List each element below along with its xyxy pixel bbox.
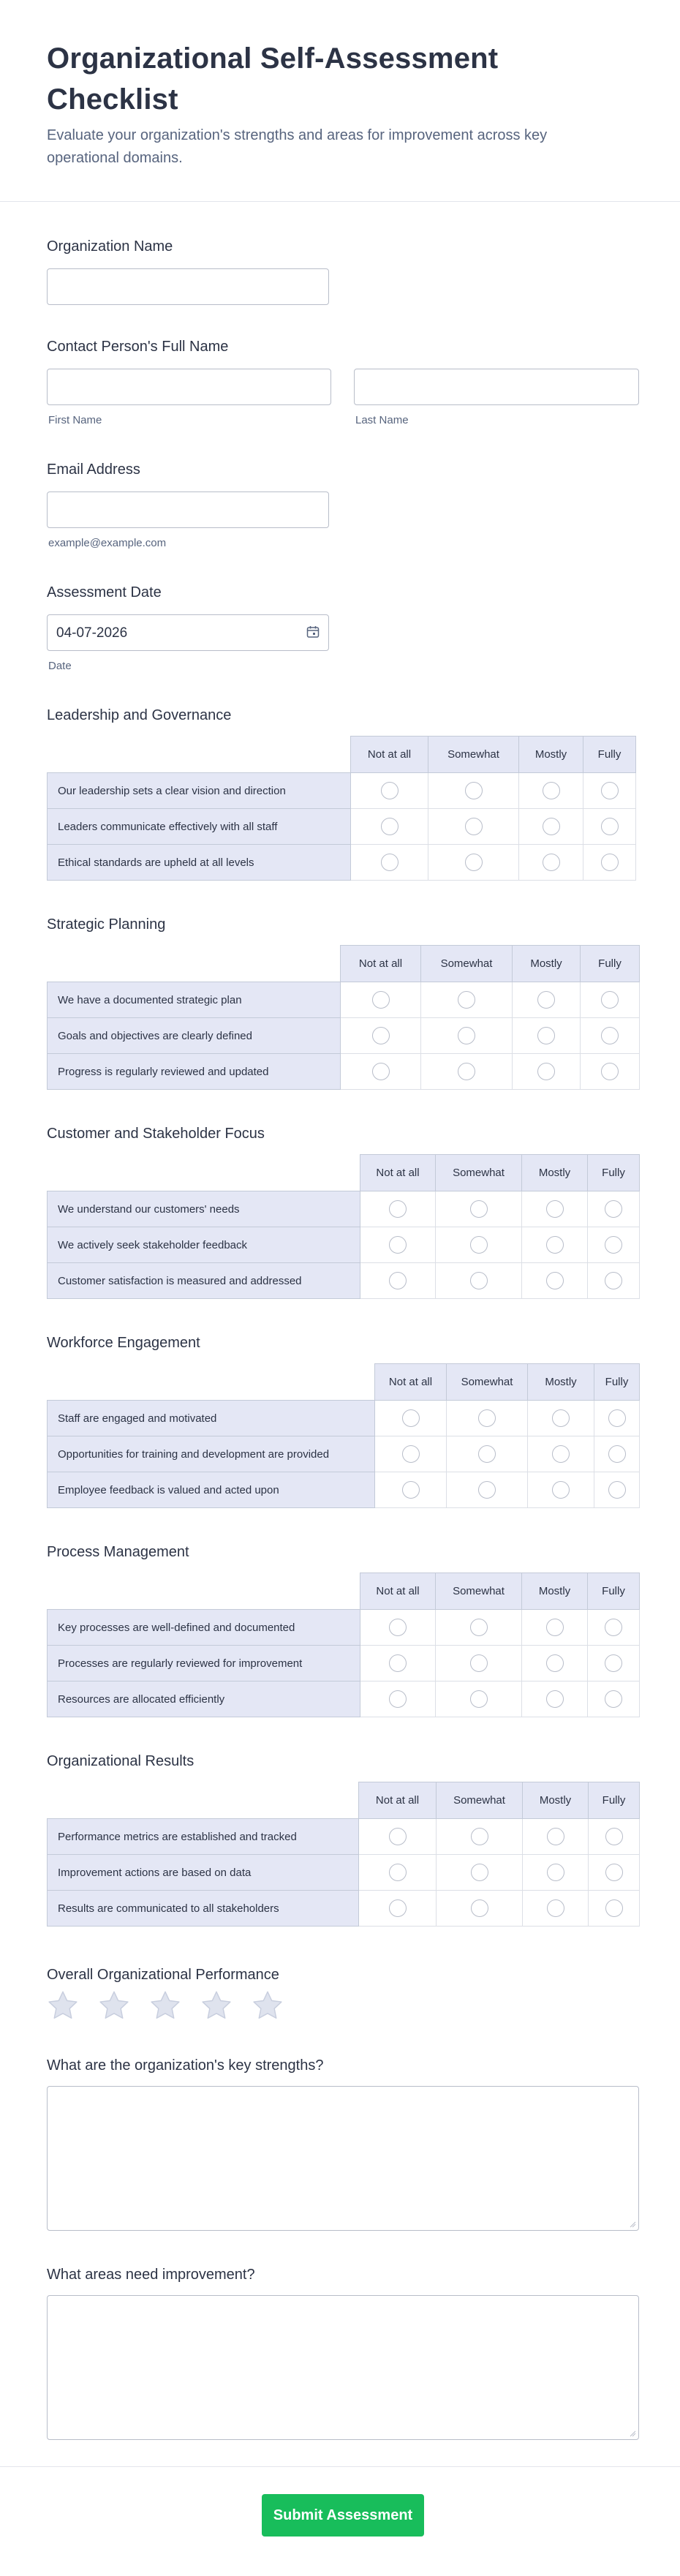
form-header (0, 0, 680, 202)
matrix-cell (428, 845, 519, 881)
matrix-cell (360, 1646, 436, 1681)
radio-button[interactable] (458, 991, 475, 1009)
radio-button[interactable] (605, 1690, 622, 1708)
matrix-cell (581, 1018, 640, 1054)
radio-button[interactable] (546, 1654, 564, 1672)
matrix-column-header: Somewhat (436, 1155, 522, 1191)
matrix-table (47, 736, 636, 881)
radio-button[interactable] (470, 1619, 488, 1636)
email-input[interactable] (47, 492, 329, 528)
last-name-input[interactable] (354, 369, 639, 405)
matrix-cell (360, 1263, 436, 1299)
radio-button[interactable] (372, 1027, 390, 1044)
matrix-cell (522, 1646, 588, 1681)
radio-button[interactable] (470, 1690, 488, 1708)
radio-button[interactable] (601, 782, 619, 799)
matrix-cell (523, 1855, 589, 1891)
radio-button[interactable] (381, 782, 398, 799)
matrix-row (48, 845, 636, 881)
radio-button[interactable] (389, 1828, 407, 1845)
matrix-row-label: Customer satisfaction is measured and addressed (48, 1263, 360, 1299)
matrix-column-header: Not at all (360, 1155, 436, 1191)
matrix-column-header: Mostly (522, 1573, 588, 1610)
matrix-corner (48, 1573, 360, 1610)
radio-button[interactable] (608, 1409, 626, 1427)
strengths-textarea[interactable] (47, 2086, 639, 2231)
matrix-row (48, 1436, 640, 1472)
matrix-cell (522, 1191, 588, 1227)
matrix-cell (513, 1054, 581, 1090)
matrix-row-label: Resources are allocated efficiently (48, 1681, 360, 1717)
matrix-cell (428, 809, 519, 845)
matrix-row-label: We understand our customers' needs (48, 1191, 360, 1227)
radio-button[interactable] (465, 854, 483, 871)
matrix-cell (522, 1263, 588, 1299)
matrix-cell (428, 773, 519, 809)
matrix-column-header: Mostly (513, 946, 581, 982)
matrix-row-label: Key processes are well-defined and documented (48, 1610, 360, 1646)
matrix-corner (48, 946, 341, 982)
org-name-input[interactable] (47, 268, 329, 305)
matrix-cell (528, 1472, 594, 1508)
matrix-column-header: Mostly (523, 1782, 589, 1819)
radio-button[interactable] (605, 1654, 622, 1672)
matrix-cell (583, 773, 636, 809)
radio-button[interactable] (389, 1619, 407, 1636)
strengths-label: What are the organization's key strengths? (47, 2057, 324, 2074)
matrix-cell (589, 1819, 640, 1855)
matrix-cell (522, 1227, 588, 1263)
matrix-cell (351, 845, 428, 881)
matrix-title: Process Management (47, 1544, 189, 1560)
email-field (47, 461, 329, 549)
matrix-row-label: Our leadership sets a clear vision and direction (48, 773, 351, 809)
radio-button[interactable] (552, 1445, 570, 1463)
matrix-column-header: Not at all (375, 1364, 447, 1401)
matrix-cell (583, 845, 636, 881)
matrix-cell (528, 1436, 594, 1472)
radio-button[interactable] (605, 1619, 622, 1636)
matrix-row-label: Results are communicated to all stakeholders (48, 1891, 359, 1927)
matrix-column-header: Not at all (351, 737, 428, 773)
matrix-column-header: Fully (594, 1364, 640, 1401)
matrix-cell (588, 1263, 640, 1299)
matrix-table (47, 945, 640, 1090)
matrix-row (48, 1855, 640, 1891)
matrix-title: Strategic Planning (47, 916, 166, 933)
org-name-field (47, 238, 329, 305)
matrix-cell (513, 1018, 581, 1054)
radio-button[interactable] (608, 1481, 626, 1499)
matrix-title: Leadership and Governance (47, 707, 232, 723)
radio-button[interactable] (537, 991, 555, 1009)
matrix-cell (447, 1436, 528, 1472)
radio-button[interactable] (601, 854, 619, 871)
matrix-cell (522, 1681, 588, 1717)
radio-button[interactable] (389, 1272, 407, 1289)
matrix-cell (360, 1191, 436, 1227)
matrix-cell (421, 1018, 513, 1054)
matrix-cell (359, 1855, 437, 1891)
radio-button[interactable] (546, 1690, 564, 1708)
radio-button[interactable] (546, 1236, 564, 1254)
matrix-cell (436, 1646, 522, 1681)
matrix-cell (588, 1610, 640, 1646)
matrix-row (48, 1191, 640, 1227)
matrix-cell (436, 1263, 522, 1299)
matrix-column-header: Mostly (519, 737, 583, 773)
radio-button[interactable] (389, 1200, 407, 1218)
matrix-column-header: Somewhat (447, 1364, 528, 1401)
radio-button[interactable] (372, 1063, 390, 1080)
matrix-column-header: Fully (588, 1155, 640, 1191)
first-name-sublabel: First Name (48, 414, 102, 426)
date-value: 04-07-2026 (56, 625, 128, 641)
improvements-label: What areas need improvement? (47, 2267, 255, 2283)
matrix-cell (360, 1227, 436, 1263)
matrix-cell (594, 1436, 640, 1472)
matrix-cell (375, 1436, 447, 1472)
matrix-title: Organizational Results (47, 1753, 194, 1769)
resize-grip-icon[interactable] (629, 2221, 636, 2228)
radio-button[interactable] (546, 1200, 564, 1218)
matrix-row (48, 1819, 640, 1855)
date-field (47, 584, 329, 672)
matrix-row (48, 1054, 640, 1090)
matrix-cell (588, 1681, 640, 1717)
radio-button[interactable] (402, 1481, 420, 1499)
first-name-input[interactable] (47, 369, 331, 405)
matrix-table (47, 1782, 640, 1927)
matrix-column-header: Mostly (522, 1155, 588, 1191)
matrix-cell (341, 1018, 421, 1054)
matrix-row (48, 1472, 640, 1508)
matrix-column-header: Mostly (528, 1364, 594, 1401)
radio-button[interactable] (458, 1027, 475, 1044)
matrix-corner (48, 737, 351, 773)
matrix-label (47, 916, 165, 933)
matrix-row-label: Employee feedback is valued and acted upon (48, 1472, 375, 1508)
matrix-row-label: Opportunities for training and development are provided (48, 1436, 375, 1472)
matrix-cell (513, 982, 581, 1018)
last-name-sublabel: Last Name (355, 414, 409, 426)
radio-button[interactable] (470, 1272, 488, 1289)
matrix-title: Customer and Stakeholder Focus (47, 1126, 265, 1142)
matrix-cell (523, 1819, 589, 1855)
matrix-cell (375, 1401, 447, 1436)
radio-button[interactable] (546, 1272, 564, 1289)
matrix-row (48, 982, 640, 1018)
radio-button[interactable] (543, 854, 560, 871)
matrix-cell (341, 982, 421, 1018)
radio-button[interactable] (478, 1409, 496, 1427)
matrix-row (48, 1681, 640, 1717)
matrix-corner (48, 1155, 360, 1191)
matrix-corner (48, 1782, 359, 1819)
radio-button[interactable] (471, 1828, 488, 1845)
matrix-row (48, 1610, 640, 1646)
matrix-cell (436, 1610, 522, 1646)
radio-button[interactable] (543, 782, 560, 799)
matrix-label (47, 1334, 200, 1352)
date-input[interactable] (47, 614, 329, 651)
org-name-label: Organization Name (47, 238, 173, 255)
radio-button[interactable] (601, 818, 619, 835)
matrix-cell (375, 1472, 447, 1508)
radio-button[interactable] (465, 782, 483, 799)
radio-button[interactable] (552, 1481, 570, 1499)
matrix-cell (437, 1819, 523, 1855)
matrix-row (48, 1263, 640, 1299)
matrix-cell (594, 1401, 640, 1436)
radio-button[interactable] (465, 818, 483, 835)
matrix-row-label: Improvement actions are based on data (48, 1855, 359, 1891)
date-label: Assessment Date (47, 584, 162, 600)
matrix-label (47, 1543, 189, 1561)
matrix-title: Workforce Engagement (47, 1335, 200, 1351)
matrix-table (47, 1363, 640, 1508)
radio-button[interactable] (389, 1236, 407, 1254)
matrix-row (48, 773, 636, 809)
matrix-corner (48, 1364, 375, 1401)
email-sublabel: example@example.com (48, 537, 167, 549)
matrix-cell (421, 982, 513, 1018)
matrix-cell (447, 1401, 528, 1436)
form-footer (0, 2466, 680, 2576)
star-icon[interactable] (149, 1989, 181, 2022)
radio-button[interactable] (608, 1445, 626, 1463)
matrix-cell (523, 1891, 589, 1927)
matrix-column-header: Somewhat (421, 946, 513, 982)
matrix-row (48, 1646, 640, 1681)
matrix-cell (359, 1819, 437, 1855)
matrix-cell (519, 773, 583, 809)
matrix-cell (588, 1227, 640, 1263)
radio-button[interactable] (470, 1200, 488, 1218)
matrix-cell (436, 1681, 522, 1717)
matrix-cell (360, 1681, 436, 1717)
radio-button[interactable] (381, 854, 398, 871)
matrix-cell (519, 809, 583, 845)
matrix-cell (581, 982, 640, 1018)
matrix-row-label: We have a documented strategic plan (48, 982, 341, 1018)
radio-button[interactable] (389, 1864, 407, 1881)
radio-button[interactable] (547, 1828, 564, 1845)
star-icon[interactable] (200, 1989, 233, 2022)
matrix-row (48, 1401, 640, 1436)
matrix-cell (583, 809, 636, 845)
matrix-column-header: Somewhat (436, 1573, 522, 1610)
matrix-cell (588, 1191, 640, 1227)
contact-field (47, 338, 639, 427)
radio-button[interactable] (605, 1236, 622, 1254)
radio-button[interactable] (537, 1027, 555, 1044)
radio-button[interactable] (547, 1899, 564, 1917)
radio-button[interactable] (605, 1200, 622, 1218)
matrix-column-header: Fully (581, 946, 640, 982)
matrix-label (47, 1125, 265, 1142)
matrix-cell (589, 1891, 640, 1927)
email-label: Email Address (47, 462, 140, 478)
matrix-label (47, 1752, 194, 1770)
radio-button[interactable] (389, 1654, 407, 1672)
resize-grip-icon[interactable] (629, 2430, 636, 2437)
radio-button[interactable] (543, 818, 560, 835)
date-sublabel: Date (48, 660, 72, 672)
radio-button[interactable] (471, 1864, 488, 1881)
matrix-row-label: Processes are regularly reviewed for improvement (48, 1646, 360, 1681)
matrix-row-label: Leaders communicate effectively with all staff (48, 809, 351, 845)
matrix-cell (594, 1472, 640, 1508)
strengths-field (47, 2057, 323, 2074)
matrix-cell (581, 1054, 640, 1090)
matrix-row (48, 809, 636, 845)
matrix-row (48, 1018, 640, 1054)
star-icon[interactable] (98, 1989, 130, 2022)
matrix-row-label: Progress is regularly reviewed and updated (48, 1054, 341, 1090)
matrix-cell (589, 1855, 640, 1891)
radio-button[interactable] (470, 1236, 488, 1254)
radio-button[interactable] (478, 1445, 496, 1463)
matrix-row-label: Goals and objectives are clearly defined (48, 1018, 341, 1054)
radio-button[interactable] (389, 1899, 407, 1917)
matrix-table (47, 1573, 640, 1717)
matrix-cell (519, 845, 583, 881)
matrix-cell (447, 1472, 528, 1508)
radio-button[interactable] (372, 991, 390, 1009)
matrix-row-label: Performance metrics are established and tracked (48, 1819, 359, 1855)
radio-button[interactable] (389, 1690, 407, 1708)
radio-button[interactable] (546, 1619, 564, 1636)
matrix-column-header: Fully (583, 737, 636, 773)
matrix-cell (341, 1054, 421, 1090)
radio-button[interactable] (601, 1027, 619, 1044)
radio-button[interactable] (605, 1899, 623, 1917)
radio-button[interactable] (552, 1409, 570, 1427)
matrix-cell (522, 1610, 588, 1646)
matrix-row-label: Staff are engaged and motivated (48, 1401, 375, 1436)
matrix-column-header: Somewhat (437, 1782, 523, 1819)
matrix-cell (437, 1891, 523, 1927)
radio-button[interactable] (601, 991, 619, 1009)
radio-button[interactable] (605, 1864, 623, 1881)
radio-button[interactable] (458, 1063, 475, 1080)
matrix-column-header: Fully (589, 1782, 640, 1819)
matrix-column-header: Not at all (360, 1573, 436, 1610)
matrix-row (48, 1227, 640, 1263)
radio-button[interactable] (478, 1481, 496, 1499)
matrix-column-header: Not at all (359, 1782, 437, 1819)
radio-button[interactable] (547, 1864, 564, 1881)
matrix-row-label: We actively seek stakeholder feedback (48, 1227, 360, 1263)
star-icon[interactable] (252, 1989, 284, 2022)
matrix-cell (436, 1191, 522, 1227)
rating-field (47, 1966, 279, 1984)
matrix-cell (351, 809, 428, 845)
matrix-cell (351, 773, 428, 809)
matrix-row-label: Ethical standards are upheld at all levels (48, 845, 351, 881)
improvements-field (47, 2266, 255, 2283)
matrix-cell (359, 1891, 437, 1927)
radio-button[interactable] (601, 1063, 619, 1080)
radio-button[interactable] (605, 1828, 623, 1845)
form-subtitle: Evaluate your organization's strengths and areas for improvement across key operational domains. (47, 127, 548, 166)
star-icon[interactable] (47, 1989, 79, 2022)
radio-button[interactable] (381, 818, 398, 835)
radio-button[interactable] (537, 1063, 555, 1080)
radio-button[interactable] (470, 1654, 488, 1672)
submit-button[interactable]: Submit Assessment (262, 2494, 424, 2537)
radio-button[interactable] (471, 1899, 488, 1917)
matrix-column-header: Not at all (341, 946, 421, 982)
star-rating (47, 1989, 284, 2022)
matrix-cell (360, 1610, 436, 1646)
contact-label: Contact Person's Full Name (47, 339, 229, 355)
matrix-cell (437, 1855, 523, 1891)
matrix-table (47, 1154, 640, 1299)
radio-button[interactable] (402, 1409, 420, 1427)
radio-button[interactable] (605, 1272, 622, 1289)
matrix-cell (421, 1054, 513, 1090)
calendar-icon[interactable] (306, 625, 320, 639)
matrix-cell (436, 1227, 522, 1263)
matrix-label (47, 707, 231, 724)
improvements-textarea[interactable] (47, 2295, 639, 2440)
matrix-row (48, 1891, 640, 1927)
radio-button[interactable] (402, 1445, 420, 1463)
matrix-cell (528, 1401, 594, 1436)
matrix-column-header: Somewhat (428, 737, 519, 773)
form-title: Organizational Self-Assessment Checklist (47, 42, 499, 116)
matrix-column-header: Fully (588, 1573, 640, 1610)
matrix-cell (588, 1646, 640, 1681)
rating-label: Overall Organizational Performance (47, 1967, 279, 1983)
